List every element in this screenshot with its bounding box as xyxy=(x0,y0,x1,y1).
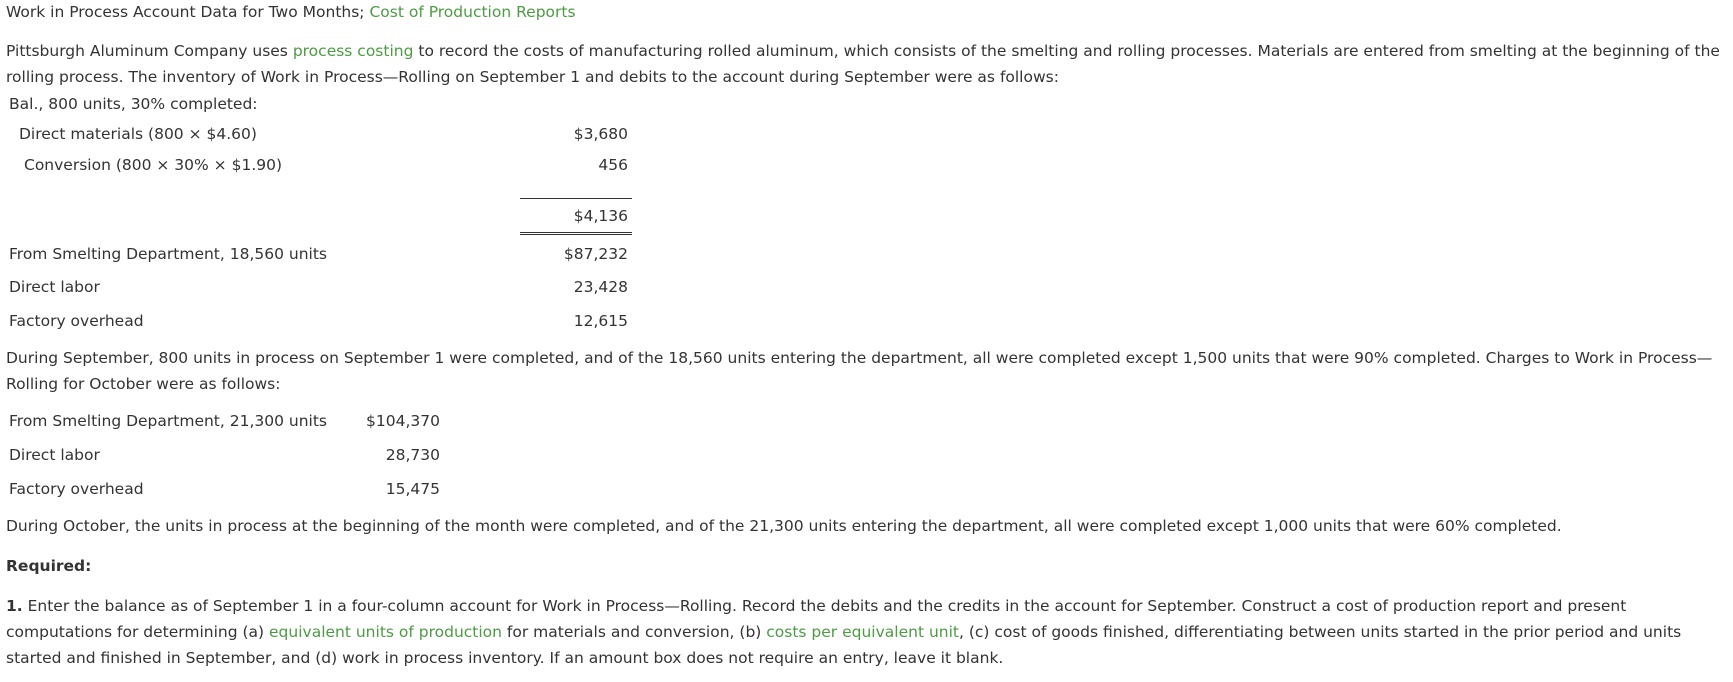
direct-materials-amount: $3,680 xyxy=(573,125,628,143)
requirement-text-1: Enter the balance as of September 1 in a four-column account for Work in Process—Rolling. Record the debits and the credits in the account for September. Construct a cost of production report and present computations for determining (a) xyxy=(6,597,1627,641)
oct-labor-amount: 28,730 xyxy=(385,446,440,464)
september-paragraph: During September, 800 units in process on September 1 were completed, and of the 18,560 units entering the department, all were completed except 1,500 units that were 90% completed. Charges to Work in Process—Rolling for October were as follows: xyxy=(6,349,1713,393)
intro-text-2: to record the costs of manufacturing rolled aluminum, which consists of the smelting and rolling processes. Materials are entered from smelting at the beginning of the rolling process. The inventory of Work in Process—Rolling on September 1 and debits to the account during September were as follows: xyxy=(6,42,1720,86)
process-costing-link[interactable]: process costing xyxy=(292,42,414,60)
title-text: Work in Process Account Data for Two Months; xyxy=(6,3,370,21)
oct-smelting-label: From Smelting Department, 21,300 units xyxy=(9,412,327,430)
page-title xyxy=(6,2,576,22)
intro-paragraph xyxy=(6,38,1728,90)
total-double-rule xyxy=(520,232,632,235)
requirement-text-3: , (c) cost of goods finished, differentiating between units started in the prior period and units started and finished in September, and (d) work in process inventory. If an amount box does not require an entry, leave it blank. xyxy=(6,623,1682,667)
sept-smelting-amount: $87,232 xyxy=(563,245,628,263)
cost-of-production-reports-link[interactable]: Cost of Production Reports xyxy=(369,3,576,21)
oct-smelting-amount: $104,370 xyxy=(366,412,440,430)
sept-labor-amount: 23,428 xyxy=(573,278,628,296)
subtotal-rule xyxy=(520,198,632,199)
requirement-number: 1. xyxy=(6,597,23,615)
costs-per-equivalent-unit-link[interactable]: costs per equivalent unit xyxy=(766,623,959,641)
direct-materials-label: Direct materials (800 × $4.60) xyxy=(19,125,257,143)
requirement-text-2: for materials and conversion, (b) xyxy=(502,623,767,641)
conversion-label: Conversion (800 × 30% × $1.90) xyxy=(24,156,283,174)
equivalent-units-link[interactable]: equivalent units of production xyxy=(269,623,502,641)
oct-overhead-amount: 15,475 xyxy=(385,480,440,498)
intro-text-1: Pittsburgh Aluminum Company uses xyxy=(6,42,293,60)
balance-total-amount: $4,136 xyxy=(573,207,628,225)
requirement-paragraph xyxy=(6,593,1728,671)
oct-overhead-label: Factory overhead xyxy=(9,480,144,498)
balance-label: Bal., 800 units, 30% completed: xyxy=(9,95,258,113)
required-heading: Required: xyxy=(6,557,92,575)
october-paragraph: During October, the units in process at the beginning of the month were completed, and of the 21,300 units entering the department, all were completed except 1,000 units that were 60% completed. xyxy=(6,517,1562,535)
oct-labor-label: Direct labor xyxy=(9,446,100,464)
sept-smelting-label: From Smelting Department, 18,560 units xyxy=(9,245,327,263)
sept-overhead-label: Factory overhead xyxy=(9,312,144,330)
sept-labor-label: Direct labor xyxy=(9,278,100,296)
sept-overhead-amount: 12,615 xyxy=(573,312,628,330)
conversion-amount: 456 xyxy=(598,156,628,174)
